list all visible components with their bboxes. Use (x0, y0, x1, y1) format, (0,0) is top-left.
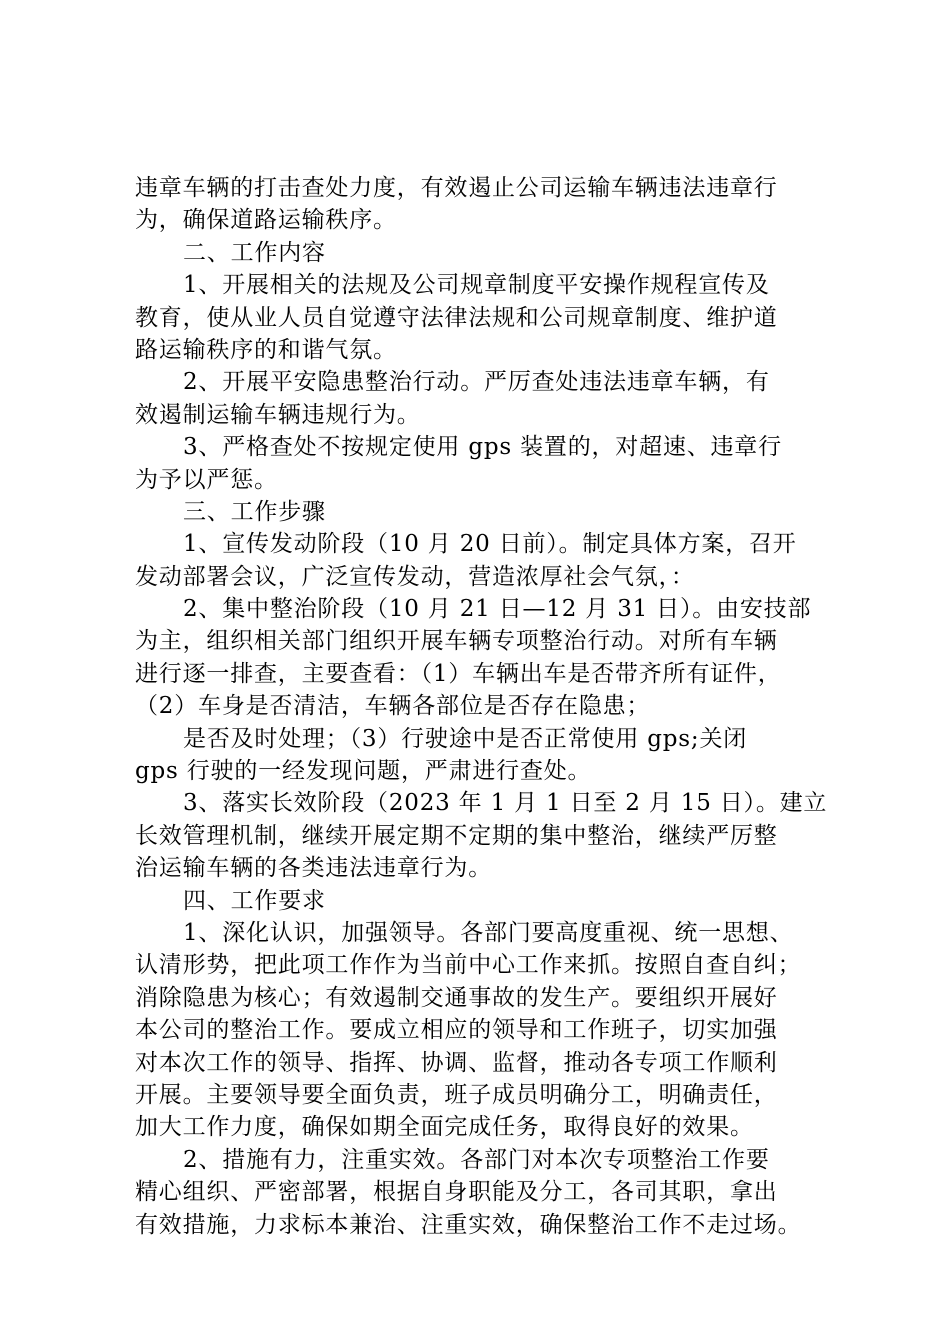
document-line: 2、开展平安隐患整治行动。严厉查处违法违章车辆，有 (183, 369, 770, 396)
document-line: 消除隐患为核心；有效遏制交通事故的发生产。要组织开展好 (135, 984, 778, 1011)
document-line: 认清形势，把此项工作作为当前中心工作来抓。按照自查自纠； (135, 952, 802, 979)
document-line: 为主，组织相关部门组织开展车辆专项整治行动。对所有车辆 (135, 628, 778, 655)
document-line: 二、工作内容 (183, 239, 326, 266)
document-line: 2、集中整治阶段（10 月 21 日—12 月 31 日）。由安技部 (183, 596, 812, 623)
document-line: 效遏制运输车辆违规行为。 (135, 401, 421, 428)
document-line: 对本次工作的领导、指挥、协调、监督，推动各专项工作顺利 (135, 1049, 778, 1076)
document-line: 发动部署会议，广泛宣传发动，营造浓厚社会气氛，： (135, 563, 695, 590)
document-line: 进行逐一排查，主要查看：（1）车辆出车是否带齐所有证件， (135, 660, 782, 687)
document-line: 1、宣传发动阶段（10 月 20 日前）。制定具体方案，召开 (183, 531, 797, 558)
document-line: 精心组织、严密部署，根据自身职能及分工，各司其职，拿出 (135, 1179, 778, 1206)
document-line: 三、工作步骤 (183, 498, 326, 525)
document-line: 1、开展相关的法规及公司规章制度平安操作规程宣传及 (183, 272, 770, 299)
document-line: 治运输车辆的各类违法违章行为。 (135, 855, 492, 882)
document-line: 3、严格查处不按规定使用 gps 装置的，对超速、违章行 (183, 434, 782, 461)
document-line: 本公司的整治工作。要成立相应的领导和工作班子，切实加强 (135, 1017, 778, 1044)
document-line: 1、深化认识，加强领导。各部门要高度重视、统一思想、 (183, 919, 794, 946)
document-line: 是否及时处理；（3）行驶途中是否正常使用 gps;关闭 (183, 725, 748, 752)
document-line: 四、工作要求 (183, 887, 326, 914)
document-line: gps 行驶的一经发现问题，严肃进行查处。 (135, 758, 592, 785)
document-line: 为予以严惩。 (135, 466, 278, 493)
document-line: （2）车身是否清洁，车辆各部位是否存在隐患； (135, 693, 651, 720)
document-line: 2、措施有力，注重实效。各部门对本次专项整治工作要 (183, 1146, 770, 1173)
document-line: 为，确保道路运输秩序。 (135, 207, 397, 234)
document-body (135, 172, 835, 1241)
document-line: 3、落实长效阶段（2023 年 1 月 1 日至 2 月 15 日）。建立 (183, 790, 828, 817)
document-line: 教育，使从业人员自觉遵守法律法规和公司规章制度、维护道 (135, 304, 778, 331)
document-line: 加大工作力度，确保如期全面完成任务，取得良好的效果。 (135, 1114, 754, 1141)
document-line: 长效管理机制，继续开展定期不定期的集中整治，继续严厉整 (135, 822, 778, 849)
document-line: 开展。主要领导要全面负责，班子成员明确分工，明确责任， (135, 1081, 778, 1108)
document-line: 违章车辆的打击查处力度，有效遏止公司运输车辆违法违章行 (135, 175, 778, 201)
document-line: 有效措施，力求标本兼治、注重实效，确保整治工作不走过场。 (135, 1211, 802, 1238)
document-line: 路运输秩序的和谐气氛。 (135, 336, 397, 363)
